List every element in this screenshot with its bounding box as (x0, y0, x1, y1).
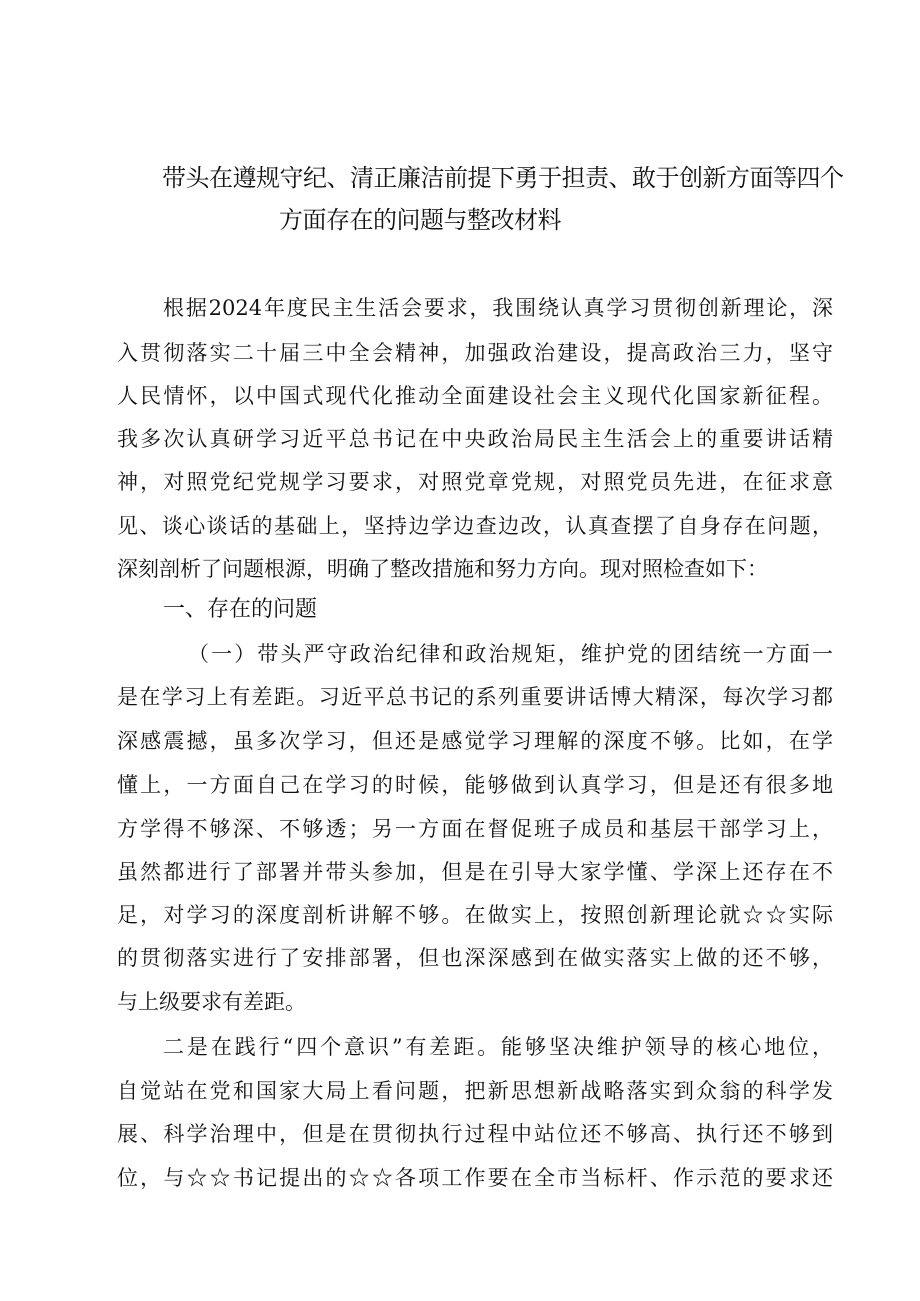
subsection-line: 深感震撼，虽多次学习，但还是感觉学习理解的深度不够。比如，在学 (117, 729, 833, 753)
point-line: 二是在践行“四个意识”有差距。能够坚决维护领导的核心地位， (163, 1035, 833, 1059)
intro-line: 根据2024年度民主生活会要求，我围绕认真学习贯彻创新理论，深 (163, 296, 833, 320)
document-title-line-1: 带头在遵规守纪、清正廉洁前提下勇于担责、敢于创新方面等四个 (162, 164, 844, 192)
subsection-line: 与上级要求有差距。 (117, 990, 306, 1014)
section-heading: 一、存在的问题 (163, 597, 318, 622)
point-line: 展、科学治理中，但是在贯彻执行过程中站位还不够高、执行还不够到 (117, 1122, 833, 1146)
intro-line: 入贯彻落实二十届三中全会精神，加强政治建设，提高政治三力，坚守 (117, 341, 833, 365)
intro-line: 我多次认真研学习近平总书记在中央政治局民主生活会上的重要讲话精 (117, 427, 833, 451)
intro-line: 神，对照党纪党规学习要求，对照党章党规，对照党员先进，在征求意 (117, 470, 833, 494)
subsection-line: 是在学习上有差距。习近平总书记的系列重要讲话博大精深，每次学习都 (117, 685, 833, 709)
point-line: 自觉站在党和国家大局上看问题，把新思想新战略落实到众翁的科学发 (117, 1079, 833, 1103)
subsection-line: 方学得不够深、不够透；另一方面在督促班子成员和基层干部学习上， (117, 817, 833, 841)
subsection-line: 的贯彻落实进行了安排部署，但也深深感到在做实落实上做的还不够， (117, 946, 833, 970)
intro-line: 深刻剖析了问题根源，明确了整改措施和努力方向。现对照检查如下： (117, 557, 768, 581)
intro-line: 见、谈心谈话的基础上，坚持边学边查边改，认真查摆了自身存在问题， (117, 514, 833, 538)
intro-line: 人民情怀，以中国式现代化推动全面建设社会主义现代化国家新征程。 (117, 384, 833, 408)
subsection-line: （一）带头严守政治纪律和政治规矩，维护党的团结统一方面一 (188, 642, 833, 666)
subsection-line: 足，对学习的深度剖析讲解不够。在做实上，按照创新理论就☆☆实际 (117, 903, 833, 927)
point-line: 位，与☆☆书记提出的☆☆各项工作要在全市当标杆、作示范的要求还 (117, 1166, 833, 1190)
subsection-line: 虽然都进行了部署并带头参加，但是在引导大家学懂、学深上还存在不 (117, 860, 833, 884)
document-title-line-2: 方面存在的问题与整改材料 (279, 206, 561, 234)
subsection-line: 懂上，一方面自己在学习的时候，能够做到认真学习，但是还有很多地 (117, 773, 833, 797)
